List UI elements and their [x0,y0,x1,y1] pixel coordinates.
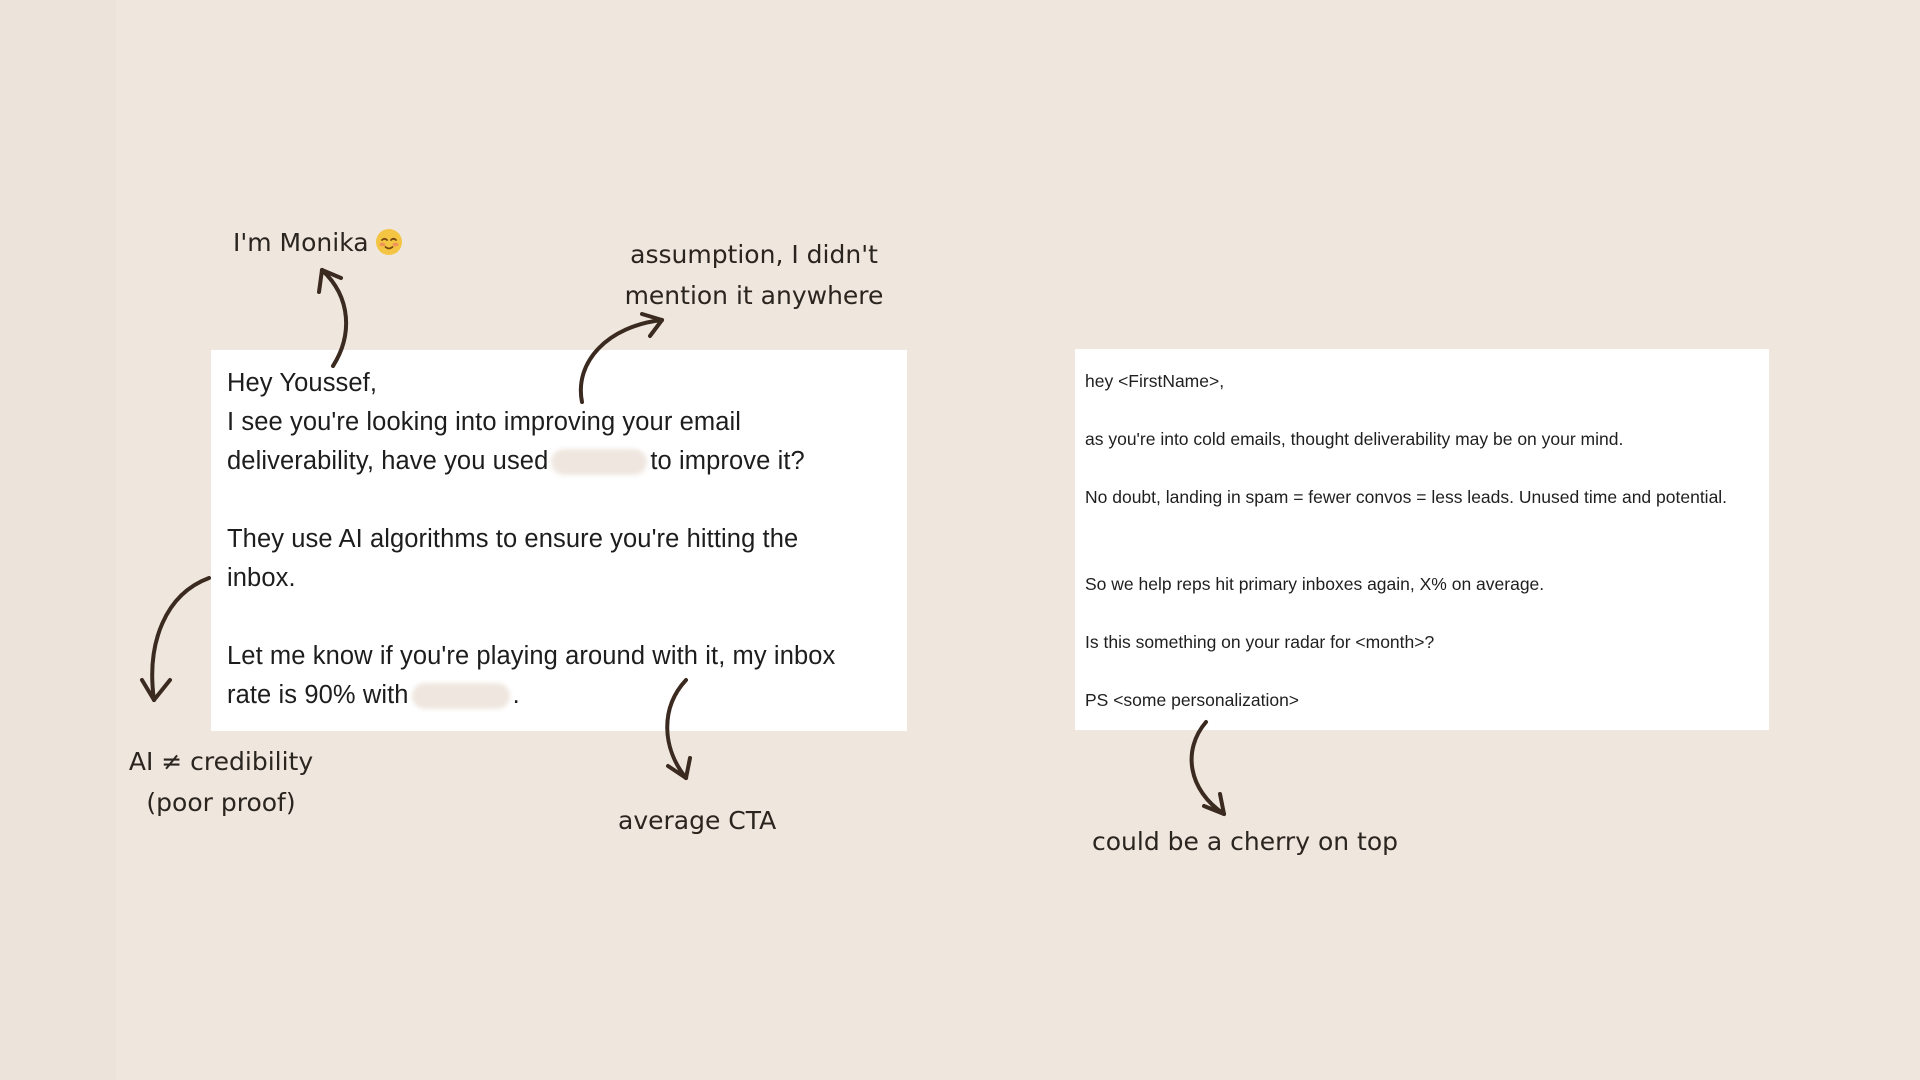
annotation-line: assumption, I didn't [630,240,878,269]
arrow-to-ai-note-icon [142,578,209,700]
email-text: deliverability, have you used [227,447,549,475]
arrow-to-cta-icon [667,680,690,778]
email-text: . [512,681,520,709]
email-line: I see you're looking into improving your email [227,408,742,436]
email-line: Is this something on your radar for <month>? [1085,632,1435,652]
annotation-line: (poor proof) [146,788,296,817]
email-line: inbox. [227,564,296,592]
email-line: Let me know if you're playing around with it, my inbox [227,642,836,670]
email-text: rate is 90% with [227,681,409,709]
email-line: PS <some personalization> [1085,690,1300,710]
email-line: They use AI algorithms to ensure you're hitting the [227,525,799,553]
email-line: as you're into cold emails, thought deliverability may be on your mind. [1085,429,1624,449]
arrow-to-cherry-icon [1192,722,1224,814]
annotation-line: mention it anywhere [624,281,884,310]
intro-text: I'm Monika [233,228,369,257]
annotation-line: AI ≠ credibility [128,747,314,776]
email-line: hey <FirstName>, [1085,371,1225,391]
cherry-annotation: could be a cherry on top [1092,827,1398,856]
arrow-to-intro-icon [319,270,346,366]
email-line: So we help reps hit primary inboxes again, X% on average. [1085,574,1545,594]
email-text: to improve it? [650,447,805,475]
email-line: No doubt, landing in spam = fewer convos = less leads. Unused time and potential. [1085,487,1728,507]
email-greeting: Hey Youssef, [227,369,378,397]
cta-annotation: average CTA [618,806,777,835]
arrow-to-assumption-icon [581,314,662,402]
